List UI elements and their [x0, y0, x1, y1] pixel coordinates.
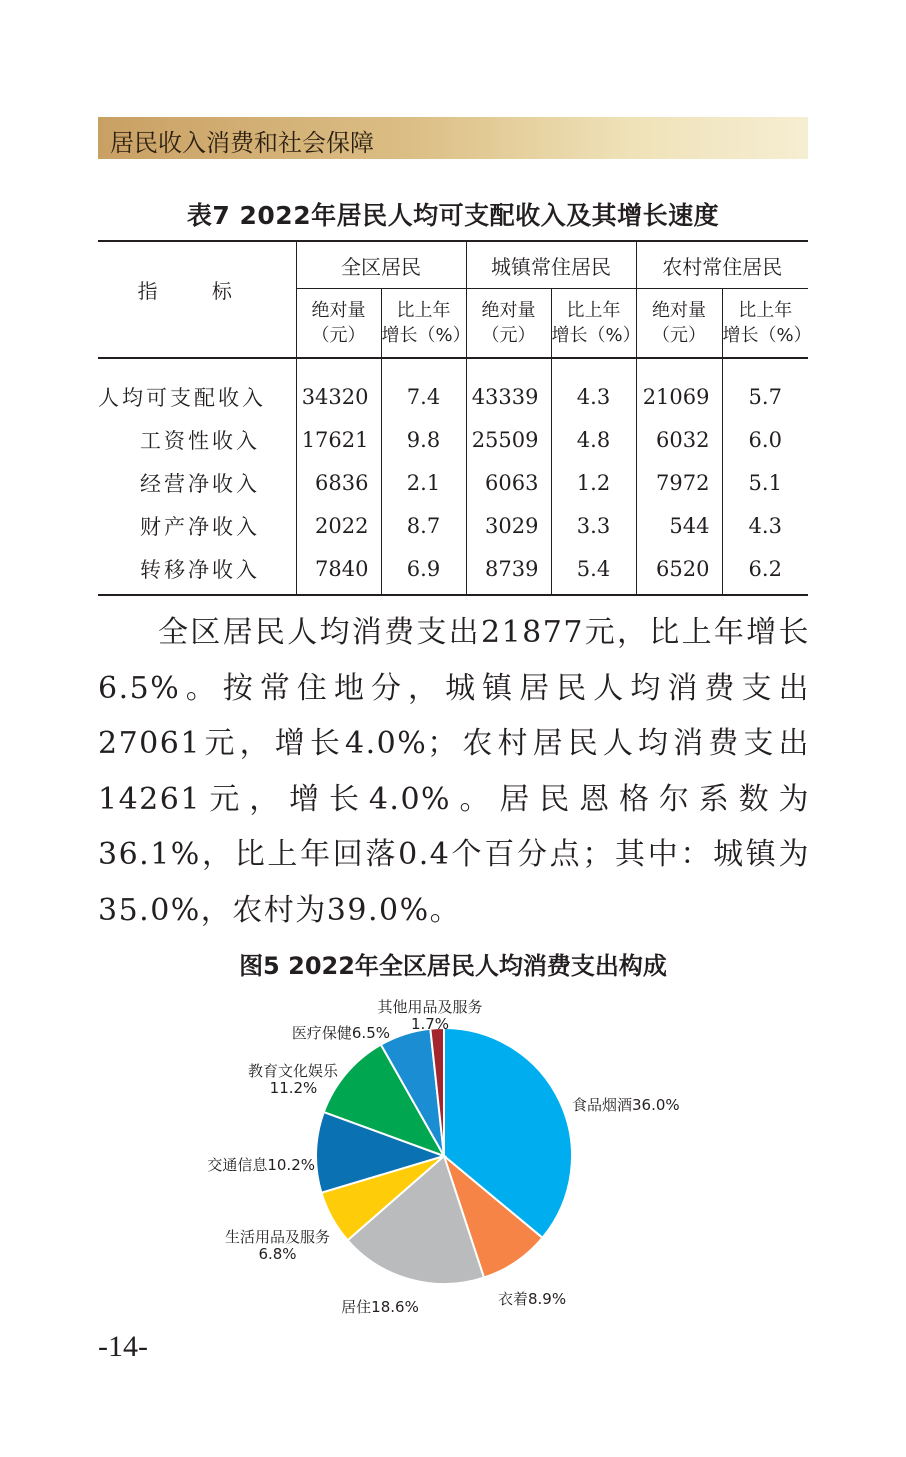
group-header-rural: 农村常住居民: [636, 241, 808, 289]
cell: 3.3: [551, 504, 636, 547]
row-label: 工资性收入: [140, 428, 260, 453]
pie-label-5: 教育文化娱乐: [247, 1062, 338, 1080]
consumption-pie-chart: [180, 990, 740, 1320]
table-row: [98, 504, 808, 547]
table-row: [98, 358, 808, 418]
cell: 6.2: [722, 547, 808, 595]
growth-header: 比上年 增长（%）: [551, 289, 636, 359]
cell: 2022: [296, 504, 381, 547]
abs-header: 绝对量 （元）: [466, 289, 551, 359]
cell: 34320: [296, 358, 381, 418]
row-label: 人均可支配收入: [98, 385, 266, 410]
indicator-header: 指 标: [98, 241, 296, 358]
cell: 43339: [466, 358, 551, 418]
page-number: -14-: [98, 1330, 148, 1363]
pie-label-4: 交通信息10.2%: [207, 1156, 315, 1174]
abs-header: 绝对量 （元）: [296, 289, 381, 359]
growth-header: 比上年 增长（%）: [381, 289, 466, 359]
cell: 1.2: [551, 461, 636, 504]
pie-label-0: 食品烟酒36.0%: [572, 1096, 680, 1114]
cell: 7972: [636, 461, 722, 504]
cell: 4.3: [551, 358, 636, 418]
cell: 25509: [466, 418, 551, 461]
group-header-all: 全区居民: [296, 241, 466, 289]
cell: 21069: [636, 358, 722, 418]
cell: 7.4: [381, 358, 466, 418]
cell: 6.9: [381, 547, 466, 595]
cell: 544: [636, 504, 722, 547]
pie-label-3: 生活用品及服务: [224, 1228, 330, 1246]
cell: 6.0: [722, 418, 808, 461]
cell: 2.1: [381, 461, 466, 504]
row-label: 经营净收入: [140, 471, 260, 496]
pie-label-7: 其他用品及服务: [377, 998, 483, 1016]
section-header-bar: [98, 117, 808, 159]
pie-label-value-7: 1.7%: [410, 1015, 450, 1033]
cell: 5.1: [722, 461, 808, 504]
income-table: [98, 240, 812, 596]
row-label: 转移净收入: [98, 547, 296, 595]
cell: 4.8: [551, 418, 636, 461]
cell: 6520: [636, 547, 722, 595]
cell: 6032: [636, 418, 722, 461]
pie-label-1: 衣着8.9%: [498, 1290, 567, 1308]
cell: 4.3: [722, 504, 808, 547]
abs-header: 绝对量 （元）: [636, 289, 722, 359]
table-row: [98, 547, 808, 595]
cell: 6836: [296, 461, 381, 504]
pie-label-value-5: 11.2%: [269, 1079, 318, 1097]
table-row: [98, 418, 808, 461]
table-row: [98, 461, 808, 504]
cell: 5.7: [722, 358, 808, 418]
growth-header: 比上年 增长（%）: [722, 289, 808, 359]
pie-label-2: 居住18.6%: [341, 1298, 419, 1316]
row-label: 财产净收入: [140, 514, 260, 539]
cell: 5.4: [551, 547, 636, 595]
body-paragraph: [98, 605, 810, 938]
pie-label-6: 医疗保健6.5%: [291, 1024, 390, 1042]
section-header-title: 居民收入消费和社会保障: [110, 129, 374, 157]
table-title: 表7 2022年居民人均可支配收入及其增长速度: [186, 201, 720, 230]
cell: 9.8: [381, 418, 466, 461]
cell: 6063: [466, 461, 551, 504]
paragraph-text: 全区居民人均消费支出21877元，比上年增长6.5%。按常住地分，城镇居民人均消费支出27061元，增长4.0%；农村居民人均消费支出14261元，增长4.0%。居民恩格尔系数为36.1%，比上年回落0.4个百分点；其中：城镇为35.0%，农村为39.0%。: [98, 615, 810, 928]
cell: 17621: [296, 418, 381, 461]
pie-label-value-3: 6.8%: [258, 1245, 297, 1263]
cell: 8.7: [381, 504, 466, 547]
figure-title: 图5 2022年全区居民人均消费支出构成: [239, 952, 667, 980]
cell: 7840: [296, 547, 381, 595]
group-header-urban: 城镇常住居民: [466, 241, 636, 289]
cell: 8739: [466, 547, 551, 595]
cell: 3029: [466, 504, 551, 547]
